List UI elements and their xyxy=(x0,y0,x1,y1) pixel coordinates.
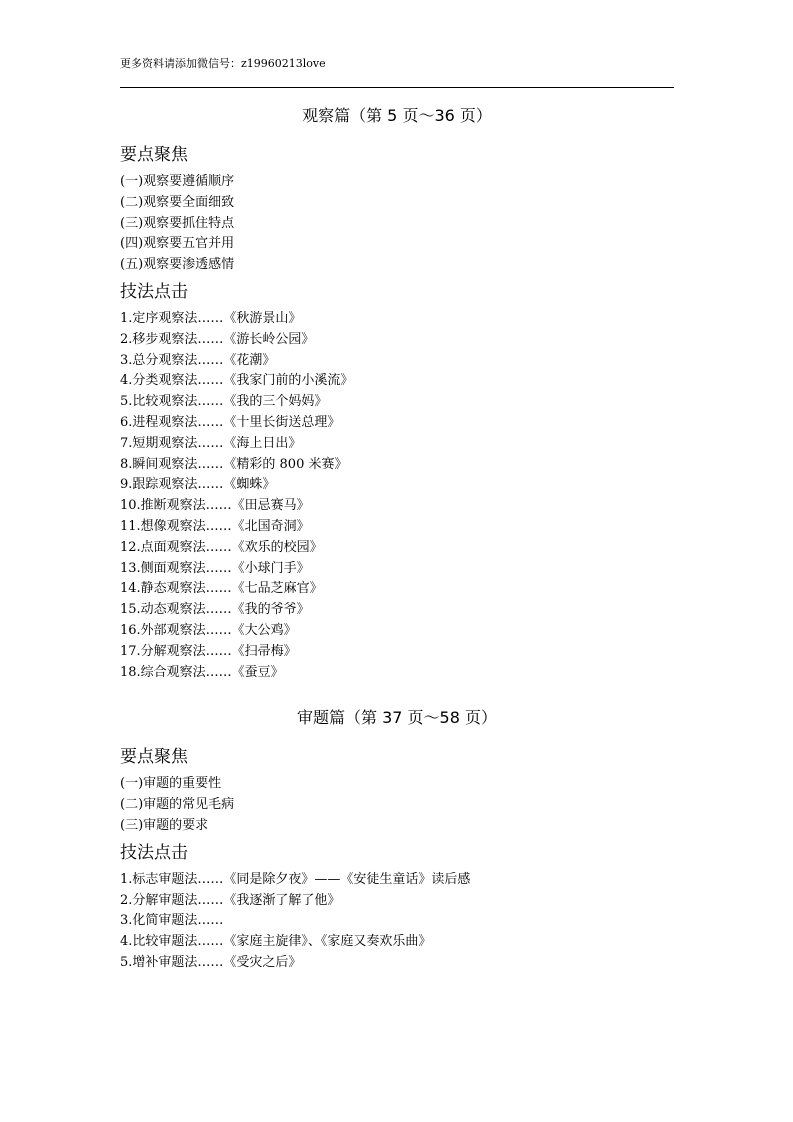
header-note: 更多资料请添加微信号：z19960213love xyxy=(120,57,326,70)
list-item: 11.想像观察法……《北国奇洞》 xyxy=(120,518,310,534)
list-item: 3.化简审题法…… xyxy=(120,913,224,929)
chapter-title: 观察篇（第 5 页～36 页） xyxy=(302,106,492,125)
chapter-spacer xyxy=(120,687,674,706)
list-item: 12.点面观察法……《欢乐的校园》 xyxy=(120,539,323,555)
list-item: 9.跟踪观察法……《蜘蛛》 xyxy=(120,477,276,493)
header-rule xyxy=(120,87,674,88)
list-item: 8.瞬间观察法……《精彩的 800 米赛》 xyxy=(120,456,348,472)
list-item: 4.分类观察法……《我家门前的小溪流》 xyxy=(120,373,354,389)
list-item: 16.外部观察法……《大公鸡》 xyxy=(120,622,297,638)
list-item: 15.动态观察法……《我的爷爷》 xyxy=(120,602,310,618)
list-item: 18.综合观察法……《蚕豆》 xyxy=(120,664,284,680)
list-item: 4.比较审题法……《家庭主旋律》、《家庭又奏欢乐曲》 xyxy=(120,934,432,950)
focus-list xyxy=(120,774,674,836)
document-body xyxy=(120,104,674,978)
focus-heading: 要点聚焦 xyxy=(120,145,188,165)
list-item: 5.比较观察法……《我的三个妈妈》 xyxy=(120,394,328,410)
tips-list xyxy=(120,309,674,683)
list-item: 2.移步观察法……《游长岭公园》 xyxy=(120,331,315,347)
list-item: (三)观察要抓住特点 xyxy=(120,215,235,231)
tips-list xyxy=(120,870,674,974)
list-item: 3.总分观察法……《花潮》 xyxy=(120,352,276,368)
list-item: 1.定序观察法……《秋游景山》 xyxy=(120,310,302,326)
tips-heading: 技法点击 xyxy=(120,842,188,863)
list-item: (五)观察要渗透感情 xyxy=(120,257,235,273)
list-item: 10.推断观察法……《田忌赛马》 xyxy=(120,498,310,514)
list-item: (一)观察要遵循顺序 xyxy=(120,174,235,189)
list-item: 7.短期观察法……《海上日出》 xyxy=(120,435,302,451)
tips-heading: 技法点击 xyxy=(120,281,188,302)
list-item: 2.分解审题法……《我逐渐了解了他》 xyxy=(120,892,341,908)
list-item: 13.侧面观察法……《小球门手》 xyxy=(120,560,310,576)
list-item: (四)观察要五官并用 xyxy=(120,236,235,252)
chapter-topic-analysis xyxy=(120,706,674,973)
list-item: 6.进程观察法……《十里长街送总理》 xyxy=(120,414,341,430)
list-item: (一)审题的重要性 xyxy=(120,776,222,792)
list-item: 1.标志审题法……《同是除夕夜》——《安徒生童话》读后感 xyxy=(120,871,471,887)
focus-heading: 要点聚焦 xyxy=(120,747,188,768)
chapter-title: 审题篇（第 37 页～58 页） xyxy=(297,708,497,728)
list-item: (三)审题的要求 xyxy=(120,817,209,833)
list-item: 14.静态观察法……《七品芝麻官》 xyxy=(120,581,323,597)
focus-list xyxy=(120,172,674,276)
list-item: 5.增补审题法……《受灾之后》 xyxy=(120,954,302,970)
list-item: (二)审题的常见毛病 xyxy=(120,797,235,813)
chapter-observation xyxy=(120,104,674,683)
list-item: (二)观察要全面细致 xyxy=(120,194,235,210)
list-item: 17.分解观察法……《扫帚梅》 xyxy=(120,643,297,659)
